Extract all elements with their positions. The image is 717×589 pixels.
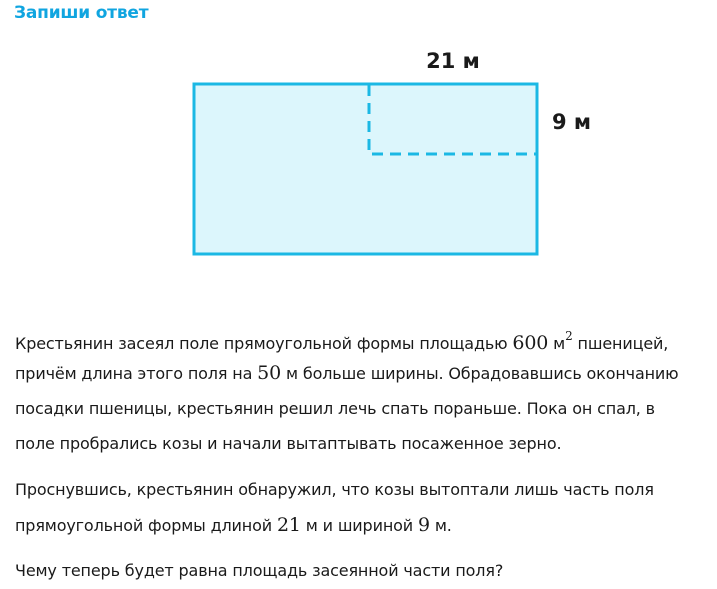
width-label: 9 м	[552, 110, 592, 134]
problem-paragraph-1-line-4: поле пробрались козы и начали вытаптывать посаженное зерно.	[15, 434, 562, 453]
unit-exponent: 2	[565, 329, 573, 343]
problem-paragraph-1-line-2	[15, 355, 678, 392]
p2-line2-text-c: м.	[429, 516, 452, 535]
problem-paragraph-1-line-3: посадки пшеницы, крестьянин решил лечь спать пораньше. Пока он спал, в	[15, 399, 655, 418]
area-value: 600	[512, 332, 549, 354]
trampled-length-value: 21	[276, 514, 301, 536]
question-text: Чему теперь будет равна площадь засеянной части поля?	[15, 561, 504, 580]
p1-line2-text-b: м больше ширины. Обрадовавшись окончанию	[281, 364, 679, 383]
task-header: Запиши ответ	[14, 3, 149, 23]
field-rectangle	[194, 84, 537, 254]
p2-line2-text-a: прямоугольной формы длиной	[15, 516, 277, 535]
problem-paragraph-2-line-1: Проснувшись, крестьянин обнаружил, что козы вытоптали лишь часть поля	[15, 480, 654, 499]
trampled-width-value: 9	[417, 514, 430, 536]
field-diagram	[0, 0, 717, 280]
p1-unit: м	[548, 334, 566, 353]
difference-value: 50	[257, 362, 282, 384]
length-label: 21 м	[426, 49, 480, 73]
p1-text-c: пшеницей,	[572, 334, 669, 353]
p1-line2-text-a: причём длина этого поля на	[15, 364, 258, 383]
problem-paragraph-2-line-2	[15, 507, 452, 544]
p2-line2-text-b: м и шириной	[300, 516, 418, 535]
p1-text-a: Крестьянин засеял поле прямоугольной формы площадью	[15, 334, 513, 353]
